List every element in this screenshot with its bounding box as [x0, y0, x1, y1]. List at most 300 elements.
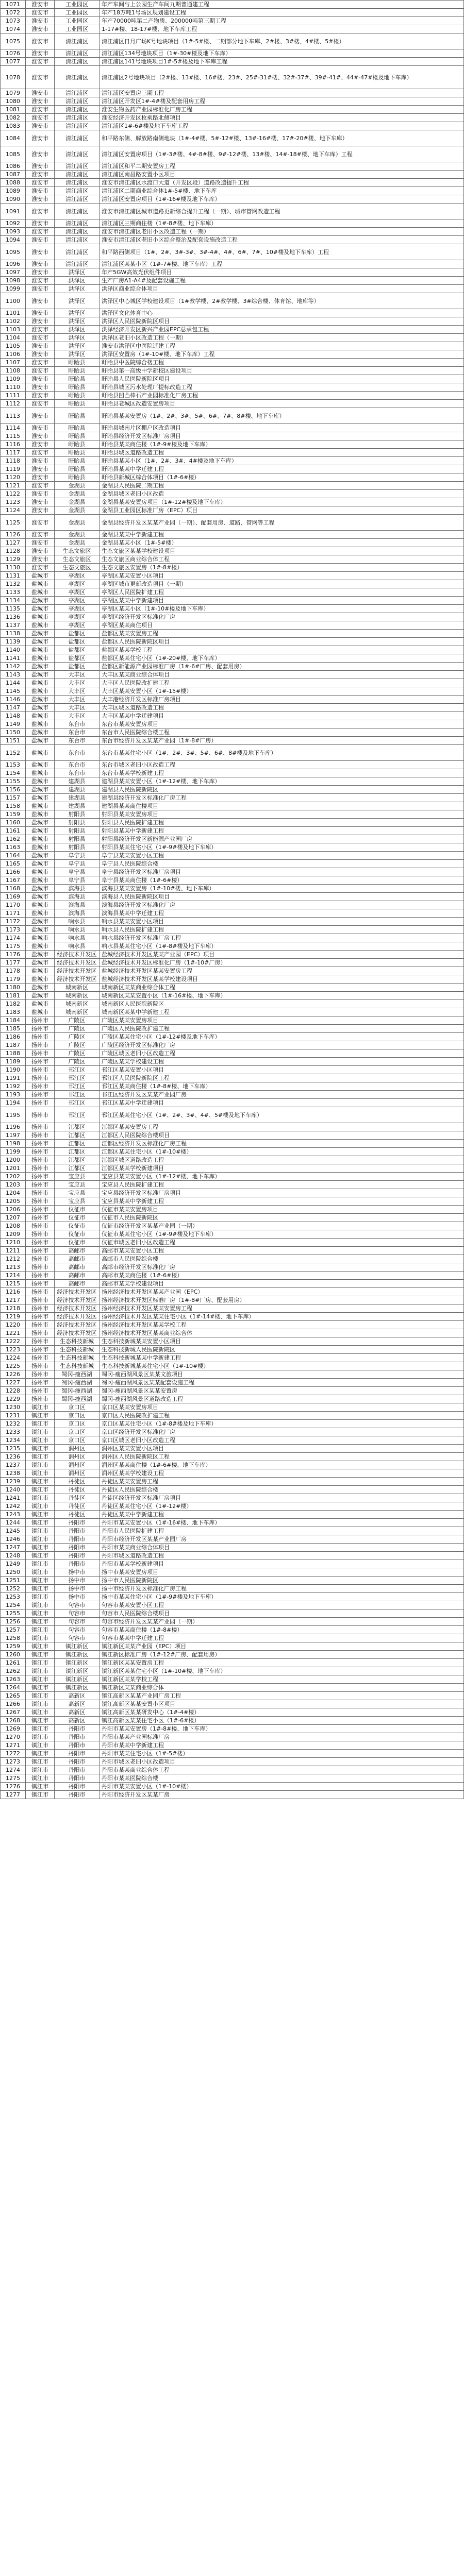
table-row [1, 827, 464, 835]
city-cell: 扬州市 [26, 1239, 55, 1247]
project-name-cell: 扬州经济技术开发区某某安置房工程 [100, 1304, 464, 1313]
row-number-cell: 1187 [1, 1041, 26, 1049]
table-row [1, 383, 464, 392]
table-row [1, 1461, 464, 1469]
table-row [1, 547, 464, 555]
row-number-cell: 1256 [1, 1618, 26, 1626]
city-cell: 淮安市 [26, 33, 55, 49]
project-name-cell: 清江浦区三期商住楼（1#-8#楼、地下车库） [100, 219, 464, 228]
city-cell: 盐城市 [26, 728, 55, 737]
project-name-cell: 盐都区某某学校工程 [100, 646, 464, 654]
project-name-cell: 仪征市某某安置房项目 [100, 1206, 464, 1214]
table-row [1, 187, 464, 195]
city-cell: 扬州市 [26, 1197, 55, 1206]
row-number-cell: 1250 [1, 1568, 26, 1577]
row-number-cell: 1072 [1, 9, 26, 17]
row-number-cell: 1153 [1, 761, 26, 769]
table-row [1, 1700, 464, 1708]
district-cell: 蜀冈-瘦西湖 [55, 1395, 100, 1403]
project-name-cell: 清江浦区1#-6#楼及地下车库工程 [100, 122, 464, 130]
row-number-cell: 1235 [1, 1445, 26, 1453]
table-row [1, 959, 464, 967]
table-row [1, 515, 464, 531]
city-cell: 盐城市 [26, 1008, 55, 1016]
row-number-cell: 1094 [1, 236, 26, 244]
city-cell: 淮安市 [26, 547, 55, 555]
district-cell: 丹徒区 [55, 1494, 100, 1502]
district-cell: 盱眙县 [55, 449, 100, 457]
district-cell: 丹阳市 [55, 1783, 100, 1791]
table-row [1, 375, 464, 383]
row-number-cell: 1162 [1, 835, 26, 843]
row-number-cell: 1231 [1, 1412, 26, 1420]
row-number-cell: 1110 [1, 383, 26, 392]
table-row [1, 1453, 464, 1461]
table-row [1, 498, 464, 506]
project-name-cell: 城南新区某某商业综合体工程 [100, 984, 464, 992]
row-number-cell: 1158 [1, 802, 26, 810]
city-cell: 镇江市 [26, 1783, 55, 1791]
row-number-cell: 1104 [1, 334, 26, 342]
district-cell: 广陵区 [55, 1033, 100, 1041]
row-number-cell: 1079 [1, 89, 26, 97]
district-cell: 京口区 [55, 1420, 100, 1428]
project-name-cell: 盱眙县城区污水处理厂提标改造工程 [100, 383, 464, 392]
district-cell: 高邮市 [55, 1247, 100, 1255]
district-cell: 东台市 [55, 737, 100, 745]
district-cell: 清江浦区 [55, 204, 100, 219]
row-number-cell: 1100 [1, 293, 26, 309]
row-number-cell: 1209 [1, 1230, 26, 1239]
project-name-cell: 清江浦区安置房三期工程 [100, 89, 464, 97]
district-cell: 句容市 [55, 1618, 100, 1626]
project-name-cell: 镇江新区标准厂房（1#-12#厂房、配套用房） [100, 1651, 464, 1659]
district-cell: 镇江新区 [55, 1651, 100, 1659]
district-cell: 生态文旅区 [55, 564, 100, 572]
city-cell: 扬州市 [26, 1189, 55, 1197]
row-number-cell: 1193 [1, 1091, 26, 1099]
table-row [1, 588, 464, 597]
project-name-cell: 江都区某某住宅小区（1#-10#楼） [100, 1148, 464, 1156]
project-name-cell: 镇江新区某某产业园（EPC）项目 [100, 1642, 464, 1651]
city-cell: 盐城市 [26, 860, 55, 868]
table-row [1, 942, 464, 951]
city-cell: 淮安市 [26, 383, 55, 392]
city-cell: 镇江市 [26, 1601, 55, 1609]
district-cell: 润州区 [55, 1453, 100, 1461]
city-cell: 扬州市 [26, 1346, 55, 1354]
table-row [1, 1478, 464, 1486]
table-row [1, 1049, 464, 1058]
city-cell: 镇江市 [26, 1560, 55, 1568]
project-name-cell: 射阳县某某安置房项目 [100, 810, 464, 819]
district-cell: 广陵区 [55, 1016, 100, 1025]
city-cell: 扬州市 [26, 1321, 55, 1329]
district-cell: 盱眙县 [55, 392, 100, 400]
city-cell: 淮安市 [26, 285, 55, 293]
table-row [1, 309, 464, 317]
project-name-cell: 盱眙县老城区改造安置房项目 [100, 400, 464, 408]
city-cell: 镇江市 [26, 1700, 55, 1708]
table-row [1, 1321, 464, 1329]
project-name-cell: 镇江新区某某安置房工程 [100, 1659, 464, 1667]
district-cell: 扬中市 [55, 1568, 100, 1577]
project-name-cell: 镇江新区某某住宅小区（1#-10#楼、地下车库） [100, 1667, 464, 1675]
city-cell: 镇江市 [26, 1667, 55, 1675]
city-cell: 镇江市 [26, 1634, 55, 1642]
district-cell: 盱眙县 [55, 465, 100, 473]
district-cell: 清江浦区 [55, 195, 100, 204]
row-number-cell: 1154 [1, 769, 26, 777]
table-row [1, 1131, 464, 1140]
district-cell: 蜀冈-瘦西湖 [55, 1370, 100, 1379]
table-row [1, 984, 464, 992]
city-cell: 扬州市 [26, 1313, 55, 1321]
project-name-cell: 城南新区某某中学新建工程 [100, 1008, 464, 1016]
project-name-cell: 句容市人民医院综合楼项目 [100, 1609, 464, 1618]
district-cell: 清江浦区 [55, 146, 100, 162]
district-cell: 亭湖区 [55, 613, 100, 621]
table-row [1, 704, 464, 712]
table-row [1, 1420, 464, 1428]
table-row [1, 1544, 464, 1552]
table-row [1, 1593, 464, 1601]
city-cell: 淮安市 [26, 146, 55, 162]
city-cell: 镇江市 [26, 1461, 55, 1469]
table-row [1, 876, 464, 885]
district-cell: 京口区 [55, 1412, 100, 1420]
city-cell: 盐城市 [26, 769, 55, 777]
table-row [1, 712, 464, 720]
project-name-cell: 清江浦区南昌路安置小区项目 [100, 171, 464, 179]
row-number-cell: 1274 [1, 1766, 26, 1774]
row-number-cell: 1131 [1, 572, 26, 580]
row-number-cell: 1092 [1, 219, 26, 228]
row-number-cell: 1173 [1, 926, 26, 934]
table-row [1, 1337, 464, 1346]
row-number-cell: 1073 [1, 17, 26, 25]
project-name-cell: 盐都区人民医院新院区项目 [100, 638, 464, 646]
district-cell: 清江浦区 [55, 244, 100, 260]
table-row [1, 1082, 464, 1091]
district-cell: 清江浦区 [55, 97, 100, 106]
project-name-cell: 丹徒区经济开发区标准厂房项目 [100, 1494, 464, 1502]
row-number-cell: 1160 [1, 819, 26, 827]
row-number-cell: 1137 [1, 621, 26, 630]
row-number-cell: 1111 [1, 392, 26, 400]
row-number-cell: 1202 [1, 1173, 26, 1181]
city-cell: 盐城市 [26, 786, 55, 794]
row-number-cell: 1218 [1, 1304, 26, 1313]
district-cell: 邗江区 [55, 1099, 100, 1107]
row-number-cell: 1143 [1, 671, 26, 679]
city-cell: 扬州市 [26, 1107, 55, 1123]
city-cell: 扬州市 [26, 1354, 55, 1362]
row-number-cell: 1205 [1, 1197, 26, 1206]
table-row [1, 1379, 464, 1387]
project-name-cell: 高邮市某某商住楼（1#-6#楼） [100, 1272, 464, 1280]
district-cell: 城南新区 [55, 1008, 100, 1016]
city-cell: 扬州市 [26, 1091, 55, 1099]
district-cell: 润州区 [55, 1469, 100, 1478]
project-name-cell: 和平路东侧、解放路南侧地块（1#-4#楼、5#-12#楼、13#-16#楼、17#-20#楼、地下车库） [100, 130, 464, 146]
project-name-cell: 丹阳市某某住宅小区（1#-5#楼） [100, 1750, 464, 1758]
table-row [1, 285, 464, 293]
district-cell: 东台市 [55, 769, 100, 777]
district-cell: 盐都区 [55, 630, 100, 638]
table-row [1, 1758, 464, 1766]
district-cell: 城南新区 [55, 992, 100, 1000]
project-name-cell: 大丰区某某安置小区（1#-15#楼） [100, 687, 464, 696]
project-name-cell: 丹阳市城区道路改造工程 [100, 1552, 464, 1560]
city-cell: 扬州市 [26, 1304, 55, 1313]
row-number-cell: 1096 [1, 260, 26, 268]
row-number-cell: 1219 [1, 1313, 26, 1321]
row-number-cell: 1254 [1, 1601, 26, 1609]
row-number-cell: 1112 [1, 400, 26, 408]
city-cell: 镇江市 [26, 1494, 55, 1502]
district-cell: 东台市 [55, 745, 100, 761]
table-row [1, 1123, 464, 1131]
city-cell: 盐城市 [26, 926, 55, 934]
city-cell: 镇江市 [26, 1642, 55, 1651]
city-cell: 淮安市 [26, 531, 55, 539]
table-row [1, 1016, 464, 1025]
project-name-cell: 蜀冈-瘦西湖风景区某某安置房 [100, 1387, 464, 1395]
district-cell: 丹阳市 [55, 1791, 100, 1799]
city-cell: 淮安市 [26, 277, 55, 285]
city-cell: 镇江市 [26, 1708, 55, 1717]
table-row [1, 852, 464, 860]
project-name-cell: 仪征市人民医院新院区 [100, 1214, 464, 1222]
city-cell: 淮安市 [26, 375, 55, 383]
table-row [1, 1313, 464, 1321]
project-name-cell: 高邮市经济开发区标准化厂房 [100, 1263, 464, 1272]
project-name-cell: 镇江高新区某某研发中心（1#-4#楼） [100, 1708, 464, 1717]
row-number-cell: 1163 [1, 843, 26, 852]
district-cell: 清江浦区 [55, 66, 100, 89]
row-number-cell: 1115 [1, 432, 26, 440]
project-name-cell: 盐城经济技术开发区某某安置房工程 [100, 967, 464, 975]
row-number-cell: 1192 [1, 1082, 26, 1091]
city-cell: 淮安市 [26, 204, 55, 219]
city-cell: 扬州市 [26, 1255, 55, 1263]
row-number-cell: 1229 [1, 1395, 26, 1403]
project-name-cell: 镇江新区某某学校工程 [100, 1675, 464, 1684]
table-row [1, 1164, 464, 1173]
project-name-cell: 京口区人民医院改扩建工程 [100, 1412, 464, 1420]
district-cell: 镇江新区 [55, 1642, 100, 1651]
district-cell: 大丰区 [55, 704, 100, 712]
district-cell: 盱眙县 [55, 440, 100, 449]
row-number-cell: 1196 [1, 1123, 26, 1131]
district-cell: 丹阳市 [55, 1725, 100, 1733]
table-row [1, 400, 464, 408]
row-number-cell: 1165 [1, 860, 26, 868]
row-number-cell: 1167 [1, 876, 26, 885]
city-cell: 镇江市 [26, 1717, 55, 1725]
city-cell: 淮安市 [26, 564, 55, 572]
district-cell: 盐都区 [55, 654, 100, 663]
city-cell: 镇江市 [26, 1428, 55, 1436]
table-row [1, 531, 464, 539]
district-cell: 滨海县 [55, 885, 100, 893]
city-cell: 盐城市 [26, 843, 55, 852]
row-number-cell: 1179 [1, 975, 26, 984]
project-name-cell: 响水县某某住宅小区（1#-8#楼及地下车库） [100, 942, 464, 951]
table-row [1, 1230, 464, 1239]
project-name-cell: 镇江高新区某某住宅小区（1#-6#楼） [100, 1717, 464, 1725]
table-row [1, 794, 464, 802]
row-number-cell: 1136 [1, 613, 26, 621]
city-cell: 镇江市 [26, 1478, 55, 1486]
city-cell: 淮安市 [26, 114, 55, 122]
city-cell: 淮安市 [26, 515, 55, 531]
project-name-cell: 润州区某某安置小区项目 [100, 1445, 464, 1453]
city-cell: 扬州市 [26, 1058, 55, 1066]
district-cell: 洪泽区 [55, 268, 100, 277]
row-number-cell: 1185 [1, 1025, 26, 1033]
city-cell: 淮安市 [26, 130, 55, 146]
table-row [1, 934, 464, 942]
row-number-cell: 1089 [1, 187, 26, 195]
project-name-cell: 淮安生物医药产业园标准化厂房工程 [100, 106, 464, 114]
district-cell: 经济技术开发区 [55, 1304, 100, 1313]
city-cell: 扬州市 [26, 1387, 55, 1395]
row-number-cell: 1272 [1, 1750, 26, 1758]
table-row [1, 58, 464, 66]
row-number-cell: 1230 [1, 1403, 26, 1412]
table-row [1, 1222, 464, 1230]
district-cell: 清江浦区 [55, 114, 100, 122]
table-row [1, 868, 464, 876]
project-name-cell: 扬州经济技术开发区某某学校工程 [100, 1321, 464, 1329]
table-row [1, 1173, 464, 1181]
project-name-cell: 阜宁县某某商住楼（1#-6#楼） [100, 876, 464, 885]
project-name-cell: 扬州经济技术开发区某某住宅小区（1#-14#楼、地下车库） [100, 1313, 464, 1321]
city-cell: 镇江市 [26, 1684, 55, 1692]
table-row [1, 720, 464, 728]
row-number-cell: 1200 [1, 1156, 26, 1164]
project-name-cell: 蜀冈-瘦西湖风景区某某文旅项目 [100, 1370, 464, 1379]
district-cell: 亭湖区 [55, 580, 100, 588]
project-name-cell: 淮安市清江浦区水渡口大道（开发区段）道路改造提升工程 [100, 179, 464, 187]
project-name-cell: 盱眙县人民医院新院区项目 [100, 375, 464, 383]
project-name-cell: 盐城经济技术开发区某某产业园（EPC）项目 [100, 951, 464, 959]
city-cell: 镇江市 [26, 1659, 55, 1667]
district-cell: 润州区 [55, 1445, 100, 1453]
table-row [1, 1535, 464, 1544]
project-name-cell: 清江浦区安置房项目（1#-3#楼、4#-8#楼、9#-12#楼、13#楼、14#-18#楼、地下车库）工程 [100, 146, 464, 162]
row-number-cell: 1199 [1, 1148, 26, 1156]
row-number-cell: 1097 [1, 268, 26, 277]
city-cell: 扬州市 [26, 1082, 55, 1091]
district-cell: 金湖县 [55, 531, 100, 539]
district-cell: 射阳县 [55, 810, 100, 819]
district-cell: 丹徒区 [55, 1502, 100, 1511]
row-number-cell: 1135 [1, 605, 26, 613]
row-number-cell: 1257 [1, 1626, 26, 1634]
project-name-cell: 丹阳市某某中学新建工程 [100, 1741, 464, 1750]
city-cell: 扬州市 [26, 1156, 55, 1164]
row-number-cell: 1130 [1, 564, 26, 572]
city-cell: 镇江市 [26, 1552, 55, 1560]
city-cell: 淮安市 [26, 171, 55, 179]
city-cell: 淮安市 [26, 17, 55, 25]
district-cell: 清江浦区 [55, 219, 100, 228]
city-cell: 盐城市 [26, 852, 55, 860]
district-cell: 经济技术开发区 [55, 1329, 100, 1337]
row-number-cell: 1239 [1, 1478, 26, 1486]
district-cell: 洪泽区 [55, 309, 100, 317]
city-cell: 扬州市 [26, 1329, 55, 1337]
project-name-cell: 东台市某某安置房项目 [100, 720, 464, 728]
project-name-cell: 高邮市某某安置小区工程 [100, 1247, 464, 1255]
table-row [1, 1239, 464, 1247]
project-name-cell: 盱眙县新城区综合体项目（1#-6#楼） [100, 473, 464, 482]
table-row [1, 654, 464, 663]
table-row [1, 1436, 464, 1445]
district-cell: 清江浦区 [55, 122, 100, 130]
table-row [1, 1708, 464, 1717]
district-cell: 江都区 [55, 1164, 100, 1173]
district-cell: 江都区 [55, 1131, 100, 1140]
project-name-cell: 城南新区人民医院新院区 [100, 1000, 464, 1008]
city-cell: 盐城市 [26, 819, 55, 827]
project-name-cell: 淮安市洪泽区中医院迁建工程 [100, 342, 464, 350]
city-cell: 盐城市 [26, 885, 55, 893]
project-name-cell: 大丰区人民医院改扩建工程 [100, 679, 464, 687]
district-cell: 工业园区 [55, 1, 100, 9]
row-number-cell: 1113 [1, 408, 26, 424]
row-number-cell: 1224 [1, 1354, 26, 1362]
project-name-cell: 生态科技新城人民医院新院区 [100, 1346, 464, 1354]
table-row [1, 679, 464, 687]
city-cell: 淮安市 [26, 506, 55, 515]
project-name-cell: 丹阳市某某安置小区（1#-10#楼） [100, 1783, 464, 1791]
district-cell: 丹徒区 [55, 1511, 100, 1519]
row-number-cell: 1119 [1, 465, 26, 473]
row-number-cell: 1125 [1, 515, 26, 531]
table-row [1, 1585, 464, 1593]
row-number-cell: 1088 [1, 179, 26, 187]
table-row [1, 260, 464, 268]
row-number-cell: 1264 [1, 1684, 26, 1692]
row-number-cell: 1261 [1, 1659, 26, 1667]
city-cell: 淮安市 [26, 89, 55, 97]
table-row [1, 97, 464, 106]
project-name-cell: 宝应县某某中学新建工程 [100, 1197, 464, 1206]
project-name-cell: 盱眙县城区道路改造工程 [100, 449, 464, 457]
city-cell: 扬州市 [26, 1148, 55, 1156]
city-cell: 盐城市 [26, 712, 55, 720]
table-row [1, 975, 464, 984]
project-name-cell: 仪征市经济开发区某某产业园（一期） [100, 1222, 464, 1230]
district-cell: 洪泽区 [55, 350, 100, 359]
project-name-cell: 金湖县经济开发区某某产业园（一期）、配套用房、道路、管网等工程 [100, 515, 464, 531]
district-cell: 盱眙县 [55, 408, 100, 424]
project-name-cell: 邗江区某某安置小区项目 [100, 1066, 464, 1074]
city-cell: 淮安市 [26, 473, 55, 482]
table-row [1, 408, 464, 424]
row-number-cell: 1075 [1, 33, 26, 49]
city-cell: 镇江市 [26, 1593, 55, 1601]
district-cell: 高邮市 [55, 1272, 100, 1280]
district-cell: 洪泽区 [55, 285, 100, 293]
project-name-cell: 丹阳市城区老旧小区改造项目 [100, 1758, 464, 1766]
row-number-cell: 1123 [1, 498, 26, 506]
table-row [1, 597, 464, 605]
